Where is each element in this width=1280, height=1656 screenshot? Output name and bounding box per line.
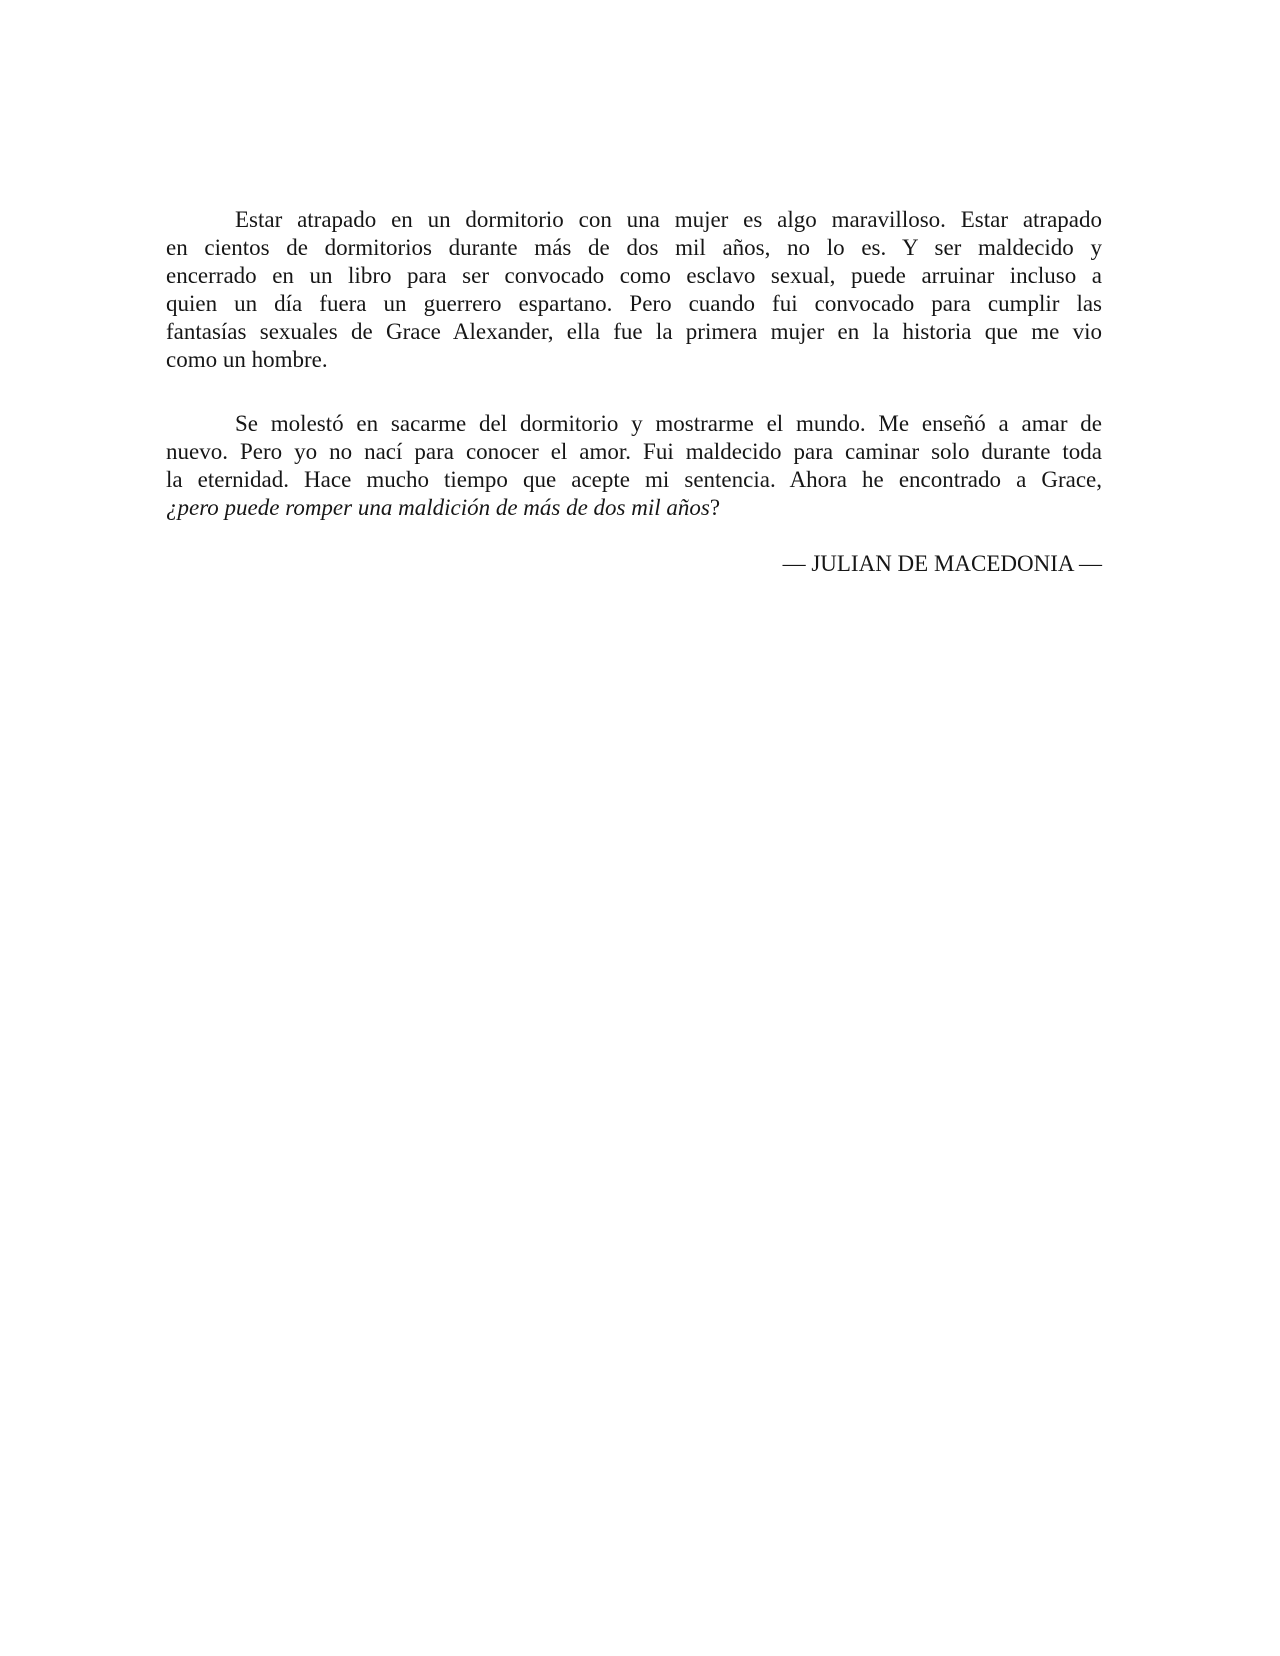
paragraph-1-line-2: en cientos de dormitorios durante más de dos mil años, no lo es. Y ser maldecido y (166, 235, 1102, 260)
paragraph-1-line-6: como un hombre. (166, 347, 328, 372)
text-block (166, 206, 1102, 578)
paragraph-1-line-5: fantasías sexuales de Grace Alexander, ella fue la primera mujer en la historia que me vio (166, 319, 1102, 344)
paragraph-1-line-4: quien un día fuera un guerrero espartano. Pero cuando fui convocado para cumplir las (166, 291, 1102, 316)
italic-question-text: ¿pero puede romper una maldición de más de dos mil años (166, 495, 710, 520)
paragraph-2-line-4 (166, 494, 1102, 522)
paragraph-1 (166, 206, 1102, 374)
paragraph-2-line-3: la eternidad. Hace mucho tiempo que acepte mi sentencia. Ahora he encontrado a Grace, (166, 467, 1102, 492)
paragraph-2-line-2: nuevo. Pero yo no nací para conocer el amor. Fui maldecido para caminar solo durante toda (166, 439, 1102, 464)
paragraph-1-line-1: Estar atrapado en un dormitorio con una mujer es algo maravilloso. Estar atrapado (235, 207, 1102, 232)
question-mark: ? (709, 495, 721, 520)
paragraph-2 (166, 410, 1102, 522)
attribution-line: — JULIAN DE MACEDONIA — (782, 551, 1102, 576)
paragraph-2-line-1: Se molestó en sacarme del dormitorio y mostrarme el mundo. Me enseñó a amar de (235, 411, 1102, 436)
paragraph-1-line-3: encerrado en un libro para ser convocado como esclavo sexual, puede arruinar incluso a (166, 263, 1102, 288)
